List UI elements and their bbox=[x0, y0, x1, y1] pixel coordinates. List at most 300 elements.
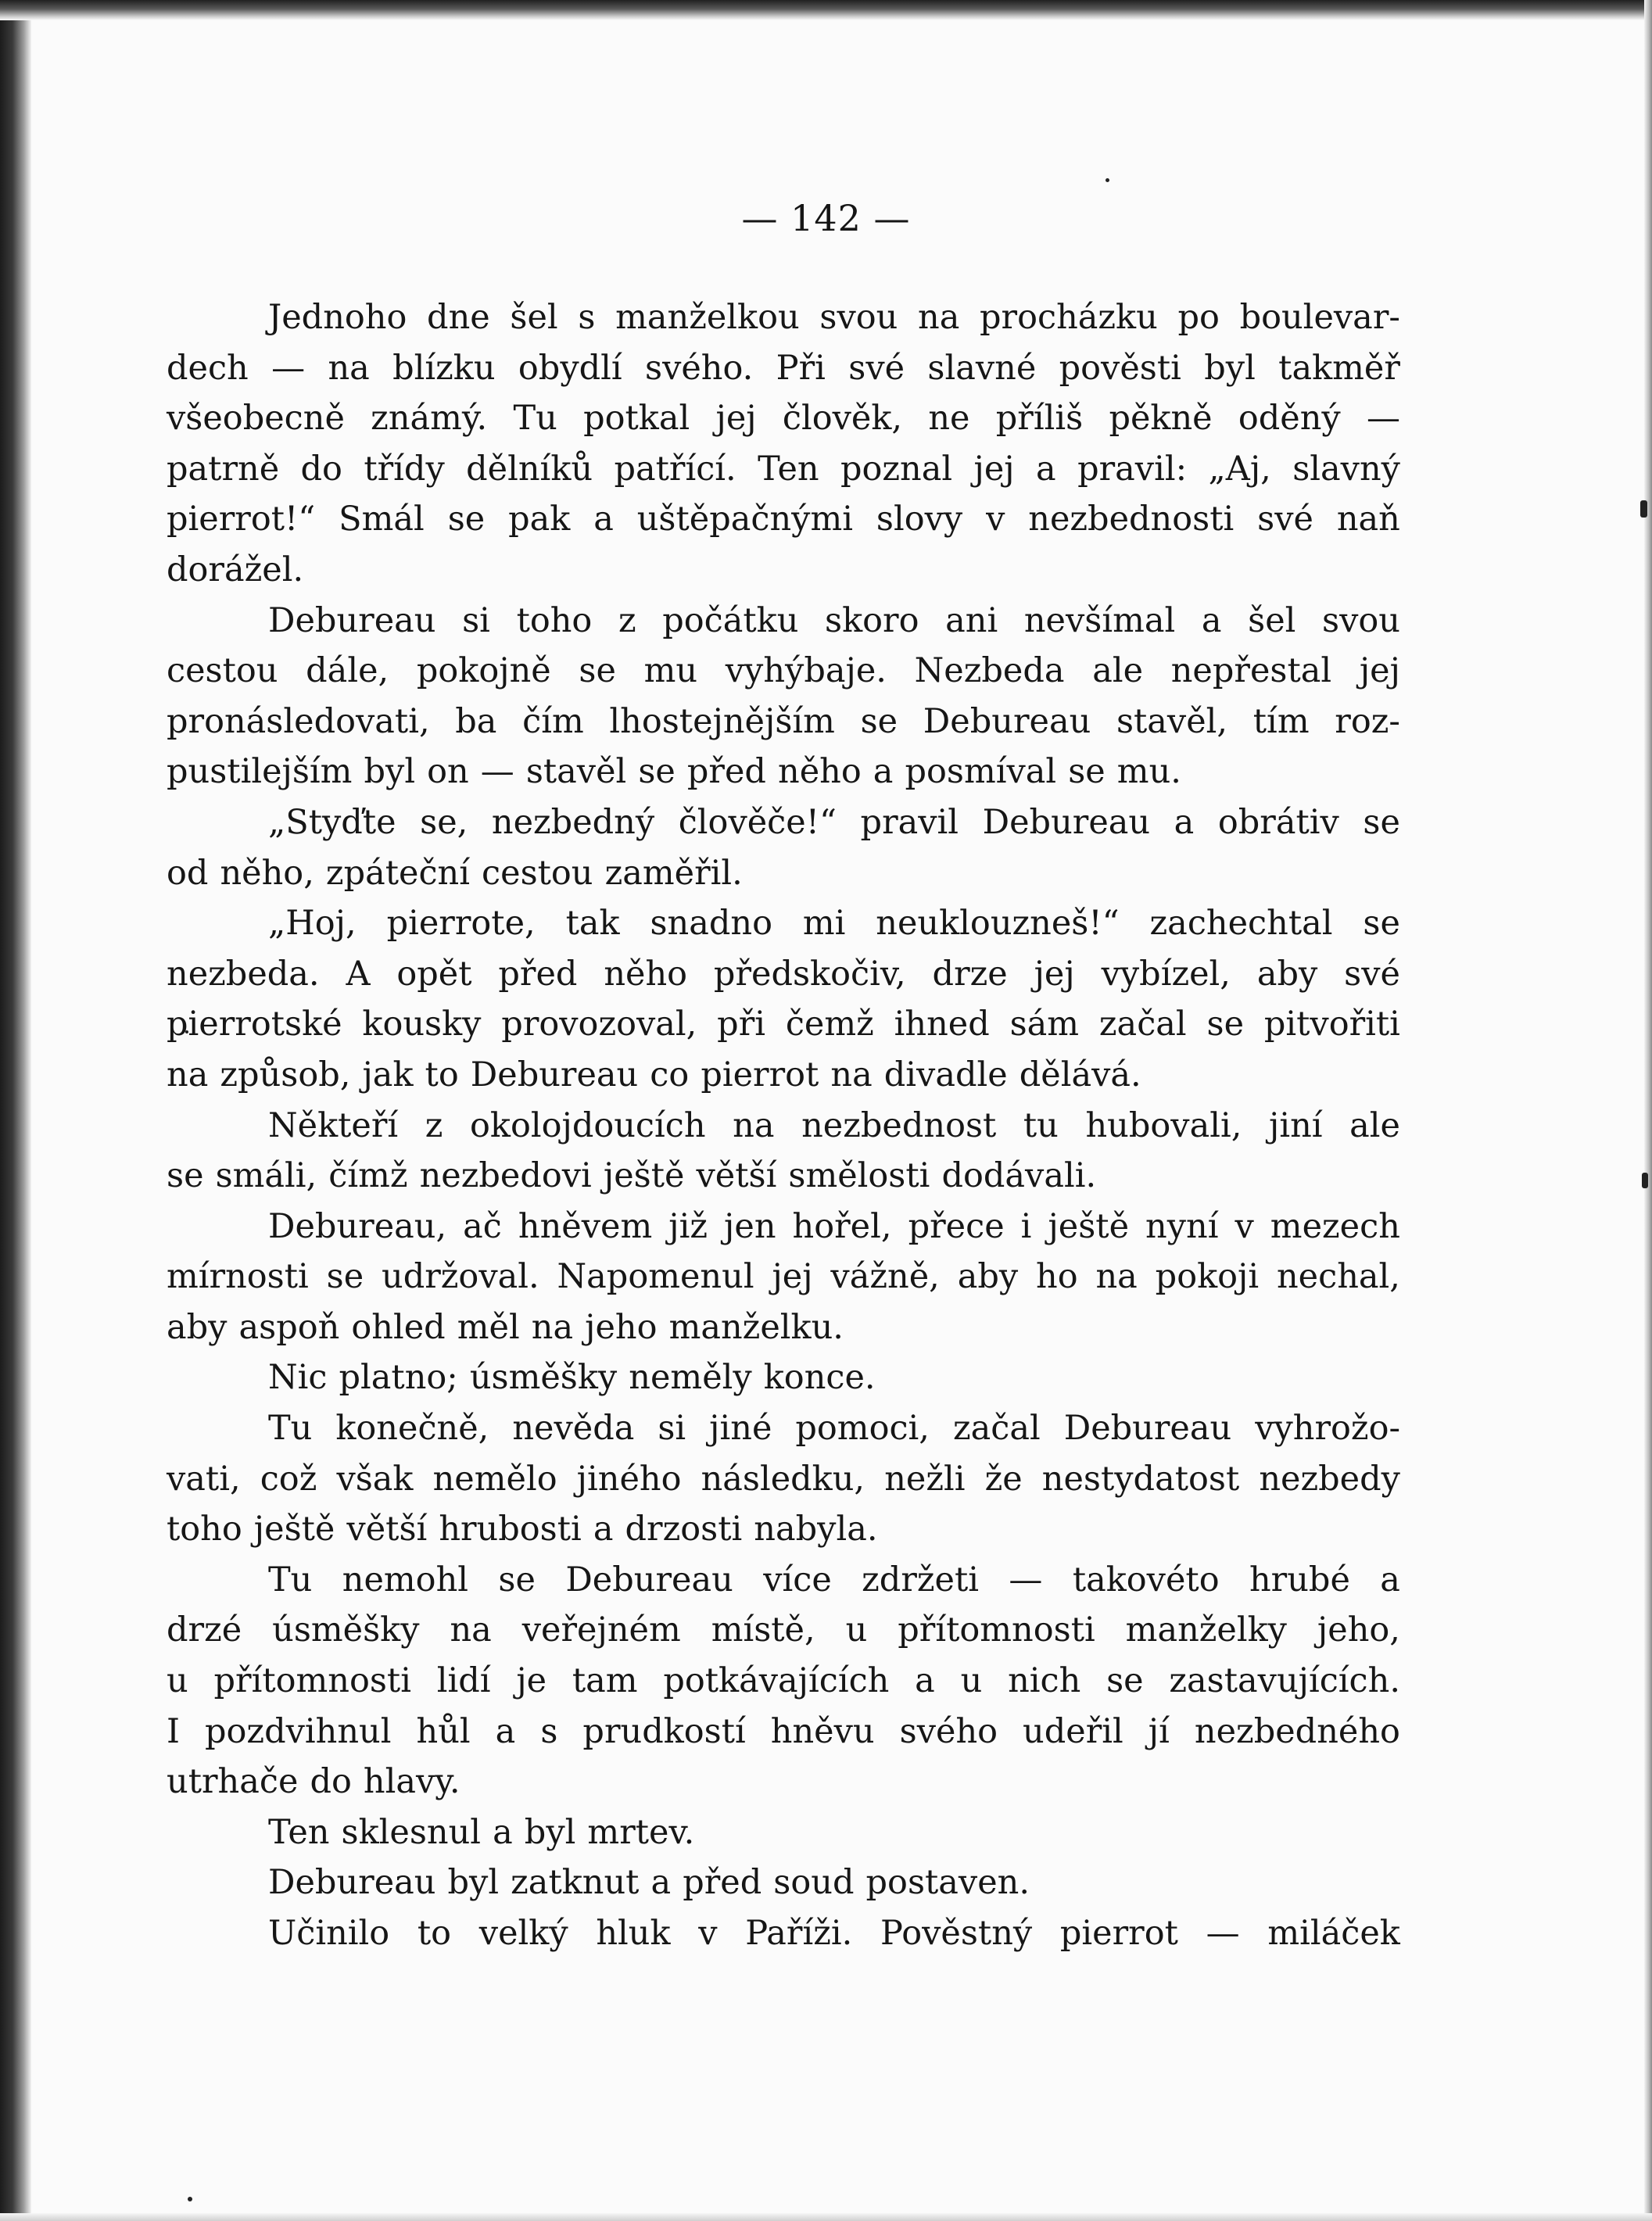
paragraph bbox=[167, 797, 1400, 898]
word: nich bbox=[1008, 1661, 1081, 1701]
word: předskočiv, bbox=[713, 954, 906, 994]
word: pěkně bbox=[1109, 399, 1213, 439]
word: manželkou bbox=[615, 298, 800, 337]
text-line bbox=[167, 1605, 1400, 1656]
word: on bbox=[427, 752, 469, 792]
word: pokojně bbox=[416, 651, 551, 691]
word: aby bbox=[167, 1307, 228, 1347]
word: a bbox=[493, 1812, 513, 1852]
word: manželky bbox=[1125, 1610, 1287, 1650]
text-line bbox=[167, 797, 1400, 848]
word: nabyla. bbox=[754, 1510, 878, 1549]
text-line bbox=[167, 747, 1400, 797]
word: nevšímal bbox=[1023, 600, 1176, 640]
word: a bbox=[915, 1661, 935, 1701]
word: obrátiv bbox=[1217, 802, 1339, 842]
word: zachechtal bbox=[1149, 904, 1333, 944]
word: dorážel. bbox=[167, 550, 304, 589]
word: jej bbox=[973, 449, 1015, 489]
word: všeobecně bbox=[167, 399, 345, 439]
word: s bbox=[578, 298, 596, 337]
text-line bbox=[167, 545, 1400, 596]
word: Debureau bbox=[1063, 1409, 1232, 1449]
word: pak bbox=[508, 500, 571, 539]
word: před bbox=[683, 1863, 762, 1903]
word: na bbox=[1095, 1257, 1138, 1297]
word: u bbox=[845, 1610, 868, 1650]
word: na bbox=[918, 298, 960, 337]
word: na bbox=[531, 1307, 574, 1347]
word: což bbox=[260, 1459, 317, 1499]
word: svého bbox=[899, 1711, 998, 1751]
word: pokoji bbox=[1155, 1257, 1260, 1297]
text-line bbox=[167, 1050, 1400, 1101]
word: zastavujících. bbox=[1169, 1661, 1400, 1701]
word: ač bbox=[463, 1206, 502, 1246]
word: na bbox=[733, 1105, 775, 1145]
text-line bbox=[167, 1101, 1400, 1152]
word: mi bbox=[802, 904, 846, 944]
word: neuklouzneš!“ bbox=[876, 904, 1120, 944]
word: kousky bbox=[362, 1005, 482, 1044]
word: smělosti bbox=[788, 1156, 930, 1196]
word: ale bbox=[1349, 1105, 1400, 1145]
word: soud bbox=[773, 1863, 855, 1903]
word: pierrot bbox=[1059, 1914, 1178, 1953]
word: jeho, bbox=[1317, 1610, 1400, 1650]
word: pomoci, bbox=[795, 1409, 930, 1449]
word: dělníků bbox=[466, 449, 593, 489]
word: nezbedovi bbox=[419, 1156, 592, 1196]
word: ještě bbox=[603, 1156, 685, 1196]
word: nezbednosti bbox=[1028, 500, 1235, 539]
word: uštěpačnými bbox=[636, 500, 853, 539]
word: utrhače bbox=[167, 1762, 299, 1802]
word: lidí bbox=[436, 1661, 491, 1701]
word: procházku bbox=[980, 298, 1158, 337]
word: ještě bbox=[1048, 1206, 1130, 1246]
word: platno; bbox=[339, 1358, 458, 1398]
word: veřejném bbox=[521, 1610, 681, 1650]
word: mu bbox=[643, 651, 698, 691]
word: se bbox=[1106, 1661, 1144, 1701]
word: zdržeti bbox=[862, 1560, 980, 1599]
word: vati, bbox=[167, 1459, 241, 1499]
word: divadle bbox=[883, 1055, 1008, 1094]
word: se, bbox=[420, 802, 468, 842]
word: příliš bbox=[995, 399, 1084, 439]
word: Ten bbox=[268, 1812, 330, 1852]
word: již bbox=[668, 1206, 708, 1246]
word: Paříži. bbox=[745, 1914, 853, 1953]
word: dále, bbox=[306, 651, 389, 691]
text-line bbox=[167, 697, 1400, 747]
word: zatknut bbox=[511, 1863, 640, 1903]
word: drzosti bbox=[625, 1510, 743, 1549]
word: Nezbeda bbox=[914, 651, 1065, 691]
word: v bbox=[1235, 1206, 1254, 1246]
word: vybízel, bbox=[1101, 954, 1231, 994]
text-line bbox=[167, 494, 1400, 545]
word: způsob, bbox=[220, 1055, 351, 1094]
word: se bbox=[860, 701, 898, 741]
word: jej bbox=[772, 1257, 813, 1297]
word: se bbox=[167, 1156, 204, 1196]
word: hluk bbox=[596, 1914, 671, 1953]
text-line bbox=[167, 444, 1400, 495]
text-line bbox=[167, 1151, 1400, 1202]
word: blízku bbox=[392, 348, 496, 388]
word: tu bbox=[1023, 1105, 1059, 1145]
word: nemělo bbox=[432, 1459, 557, 1499]
word: se bbox=[498, 1560, 536, 1599]
word: něho bbox=[778, 752, 862, 792]
word: jeho bbox=[585, 1307, 658, 1347]
word: nepřestal bbox=[1170, 651, 1332, 691]
word: na bbox=[830, 1055, 873, 1094]
word: se bbox=[1206, 1005, 1245, 1044]
body-text bbox=[167, 292, 1400, 1959]
text-line bbox=[167, 898, 1400, 949]
word: dne bbox=[427, 298, 490, 337]
word: obydlí bbox=[518, 348, 622, 388]
word: měl bbox=[457, 1307, 520, 1347]
scan-speck bbox=[1106, 178, 1109, 182]
word: okolojdoucích bbox=[470, 1105, 706, 1145]
scan-speck bbox=[1642, 1173, 1648, 1188]
word: jej bbox=[715, 399, 757, 439]
word: „Styďte bbox=[268, 802, 396, 842]
word: drzé bbox=[167, 1610, 242, 1650]
text-line bbox=[167, 1202, 1400, 1252]
word: začal bbox=[952, 1409, 1041, 1449]
word: zaměřil. bbox=[604, 853, 743, 893]
word: poznal bbox=[840, 449, 953, 489]
word: svou bbox=[1322, 600, 1400, 640]
word: jej bbox=[1359, 651, 1400, 691]
word: co bbox=[650, 1055, 690, 1094]
word: pitvořiti bbox=[1263, 1005, 1400, 1044]
word: počátku bbox=[662, 600, 799, 640]
word: zpáteční bbox=[325, 853, 470, 893]
word: si bbox=[462, 600, 490, 640]
word: a bbox=[593, 1510, 614, 1549]
word: jak bbox=[362, 1055, 414, 1094]
word: aby bbox=[1256, 954, 1318, 994]
word: ani bbox=[945, 600, 998, 640]
word: byl bbox=[364, 752, 416, 792]
word: nezbedy bbox=[1259, 1459, 1400, 1499]
word: pierrot bbox=[701, 1055, 819, 1094]
word: jiné bbox=[709, 1409, 772, 1449]
word: u bbox=[960, 1661, 983, 1701]
word: stavěl, bbox=[1116, 701, 1228, 741]
word: pierrotské bbox=[167, 1005, 342, 1044]
word: se bbox=[326, 1257, 364, 1297]
word: hrubé bbox=[1249, 1560, 1350, 1599]
word: roz- bbox=[1335, 701, 1400, 741]
word: manželku. bbox=[668, 1307, 844, 1347]
word: a bbox=[1174, 802, 1195, 842]
word: se bbox=[638, 752, 675, 792]
word: — bbox=[480, 752, 514, 792]
word: hněvu bbox=[770, 1711, 875, 1751]
word: třídy bbox=[364, 449, 445, 489]
paragraph bbox=[167, 1555, 1400, 1807]
word: aby bbox=[957, 1257, 1019, 1297]
word: Jednoho bbox=[268, 298, 407, 337]
word: ale bbox=[1092, 651, 1144, 691]
word: na bbox=[450, 1610, 492, 1650]
word: Debureau bbox=[565, 1560, 733, 1599]
word: slavný bbox=[1292, 449, 1400, 489]
word: skoro bbox=[825, 600, 919, 640]
word: a bbox=[1036, 449, 1056, 489]
text-line bbox=[167, 999, 1400, 1050]
text-line bbox=[167, 596, 1400, 647]
word: čímž bbox=[328, 1156, 408, 1196]
word: — bbox=[271, 348, 306, 388]
text-line bbox=[167, 292, 1400, 343]
word: toho bbox=[167, 1510, 242, 1549]
text-line bbox=[167, 1757, 1400, 1807]
word: a bbox=[1380, 1560, 1400, 1599]
word: vážně, bbox=[830, 1257, 940, 1297]
word: takměř bbox=[1278, 348, 1400, 388]
paragraph bbox=[167, 1101, 1400, 1202]
word: do bbox=[300, 449, 342, 489]
word: slovy bbox=[876, 500, 963, 539]
word: smáli, bbox=[215, 1156, 317, 1196]
word: úsměšky bbox=[469, 1358, 618, 1398]
word: v bbox=[986, 500, 1005, 539]
word: konečně, bbox=[335, 1409, 489, 1449]
word: pustilejším bbox=[167, 752, 353, 792]
word: nezbednost bbox=[801, 1105, 997, 1145]
text-line bbox=[167, 343, 1400, 394]
word: jiní bbox=[1268, 1105, 1323, 1145]
word: ba bbox=[455, 701, 497, 741]
word: nemohl bbox=[342, 1560, 469, 1599]
word: ho bbox=[1036, 1257, 1078, 1297]
word: posmíval bbox=[905, 752, 1057, 792]
word: to bbox=[417, 1914, 452, 1953]
word: své bbox=[1344, 954, 1400, 994]
word: v bbox=[698, 1914, 718, 1953]
paragraph bbox=[167, 1857, 1400, 1908]
word: I bbox=[167, 1711, 180, 1751]
word: Debureau bbox=[923, 701, 1091, 741]
word: tak bbox=[565, 904, 620, 944]
word: známý. bbox=[371, 399, 488, 439]
word: ještě bbox=[253, 1510, 335, 1549]
word: hořel, bbox=[792, 1206, 892, 1246]
word: mu. bbox=[1116, 752, 1181, 792]
word: tam bbox=[572, 1661, 638, 1701]
word: postaven. bbox=[865, 1863, 1030, 1903]
text-line bbox=[167, 848, 1400, 899]
word: jen bbox=[724, 1206, 776, 1246]
word: něho, bbox=[220, 853, 314, 893]
word: cestou bbox=[482, 853, 593, 893]
word: jiného bbox=[576, 1459, 682, 1499]
word: a bbox=[650, 1863, 672, 1903]
word: byl bbox=[524, 1812, 576, 1852]
scan-speck bbox=[188, 2197, 192, 2201]
word: nezbeda. bbox=[167, 954, 320, 994]
word: a bbox=[873, 752, 894, 792]
word: patřící. bbox=[614, 449, 736, 489]
paragraph bbox=[167, 898, 1400, 1100]
word: čím bbox=[522, 701, 584, 741]
word: Tu bbox=[268, 1409, 313, 1449]
word: pozdvihnul bbox=[205, 1711, 392, 1751]
word: více bbox=[763, 1560, 832, 1599]
word: před bbox=[498, 954, 578, 994]
word: Smál bbox=[339, 500, 425, 539]
word: čemž bbox=[785, 1005, 874, 1044]
word: hubovali, bbox=[1085, 1105, 1242, 1145]
text-line bbox=[167, 1352, 1400, 1403]
paragraph bbox=[167, 1908, 1400, 1959]
scan-border-bottom bbox=[0, 2213, 1652, 2221]
word: šel bbox=[510, 298, 558, 337]
word: své bbox=[1257, 500, 1313, 539]
scan-border-right bbox=[1644, 0, 1652, 2221]
word: a bbox=[495, 1711, 516, 1751]
word: vyhýbaje. bbox=[725, 651, 887, 691]
text-line bbox=[167, 1807, 1400, 1858]
word: Tu bbox=[268, 1560, 313, 1599]
word: hlavy. bbox=[363, 1762, 460, 1802]
word: Debureau bbox=[268, 1863, 436, 1903]
word: a bbox=[593, 500, 614, 539]
word: hněvem bbox=[518, 1206, 653, 1246]
word: oděný bbox=[1238, 399, 1341, 439]
word: miláček bbox=[1267, 1914, 1400, 1953]
word: neměly bbox=[629, 1358, 752, 1398]
word: pierrote, bbox=[386, 904, 536, 944]
word: potkávajících bbox=[663, 1661, 890, 1701]
word: však bbox=[336, 1459, 414, 1499]
word: mírnosti bbox=[167, 1257, 309, 1297]
word: potkal bbox=[583, 399, 690, 439]
word: aspoň bbox=[238, 1307, 340, 1347]
word: velký bbox=[478, 1914, 568, 1953]
text-line bbox=[167, 949, 1400, 1000]
word: přece bbox=[908, 1206, 1005, 1246]
word: přítomnosti bbox=[213, 1661, 411, 1701]
paragraph bbox=[167, 1352, 1400, 1403]
word: stavěl bbox=[525, 752, 627, 792]
word: lhostejnějším bbox=[609, 701, 835, 741]
text-line bbox=[167, 1504, 1400, 1555]
word: nezbedný bbox=[491, 802, 655, 842]
text-line bbox=[167, 1707, 1400, 1757]
word: nyní bbox=[1145, 1206, 1219, 1246]
word: úsměšky bbox=[272, 1610, 420, 1650]
paragraph bbox=[167, 292, 1400, 596]
word: mrtev. bbox=[587, 1812, 695, 1852]
word: udeřil bbox=[1023, 1711, 1123, 1751]
word: se bbox=[579, 651, 616, 691]
word: toho bbox=[516, 600, 593, 640]
text-line bbox=[167, 1454, 1400, 1505]
word: prudkostí bbox=[582, 1711, 746, 1751]
word: nevěda bbox=[512, 1409, 635, 1449]
word: opět bbox=[396, 954, 472, 994]
word: větší bbox=[696, 1156, 777, 1196]
word: ne bbox=[928, 399, 970, 439]
word: větší bbox=[346, 1510, 428, 1549]
word: provozoval, bbox=[501, 1005, 697, 1044]
word: následku, bbox=[701, 1459, 865, 1499]
text-line bbox=[167, 1656, 1400, 1707]
word: pravil: bbox=[1077, 449, 1188, 489]
word: hůl bbox=[416, 1711, 471, 1751]
word: se bbox=[1068, 752, 1106, 792]
word: se bbox=[1363, 802, 1400, 842]
word: byl bbox=[447, 1863, 500, 1903]
word: před bbox=[686, 752, 766, 792]
word: cestou bbox=[167, 651, 278, 691]
word: při bbox=[717, 1005, 766, 1044]
word: i bbox=[1020, 1206, 1032, 1246]
word: Nic bbox=[268, 1358, 328, 1398]
word: je bbox=[516, 1661, 547, 1701]
scan-speck bbox=[1640, 500, 1647, 518]
word: Debureau bbox=[268, 600, 436, 640]
scan-border-left bbox=[0, 0, 31, 2221]
paragraph bbox=[167, 1403, 1400, 1555]
word: Debureau, bbox=[268, 1206, 447, 1246]
word: hrubosti bbox=[439, 1510, 582, 1549]
text-line bbox=[167, 1403, 1400, 1454]
word: sklesnul bbox=[341, 1812, 482, 1852]
word: naň bbox=[1336, 500, 1400, 539]
word: Při bbox=[776, 348, 826, 388]
word: mezech bbox=[1270, 1206, 1400, 1246]
word: Napomenul bbox=[557, 1257, 754, 1297]
word: sám bbox=[1009, 1005, 1080, 1044]
word: pověsti bbox=[1059, 348, 1181, 388]
word: boulevar- bbox=[1239, 298, 1400, 337]
word: ohled bbox=[351, 1307, 446, 1347]
page-number: — 142 — bbox=[741, 197, 911, 239]
word: pierrot!“ bbox=[167, 500, 316, 539]
word: nestydatost bbox=[1041, 1459, 1240, 1499]
word: drze bbox=[932, 954, 1008, 994]
word: dělává. bbox=[1019, 1055, 1141, 1094]
word: to bbox=[425, 1055, 459, 1094]
word: svého. bbox=[645, 348, 754, 388]
word: se bbox=[1363, 904, 1400, 944]
word: začal bbox=[1098, 1005, 1187, 1044]
word: konce. bbox=[763, 1358, 876, 1398]
word: Učinilo bbox=[268, 1914, 390, 1953]
word: — bbox=[1367, 399, 1400, 439]
text-line bbox=[167, 1555, 1400, 1606]
word: do bbox=[310, 1762, 352, 1802]
word: pravil bbox=[860, 802, 959, 842]
text-line bbox=[167, 1857, 1400, 1908]
paragraph bbox=[167, 1202, 1400, 1353]
word: vyhrožo- bbox=[1255, 1409, 1400, 1449]
word: z bbox=[618, 600, 636, 640]
word: z bbox=[425, 1105, 443, 1145]
word: patrně bbox=[167, 449, 280, 489]
word: „Hoj, bbox=[268, 904, 357, 944]
